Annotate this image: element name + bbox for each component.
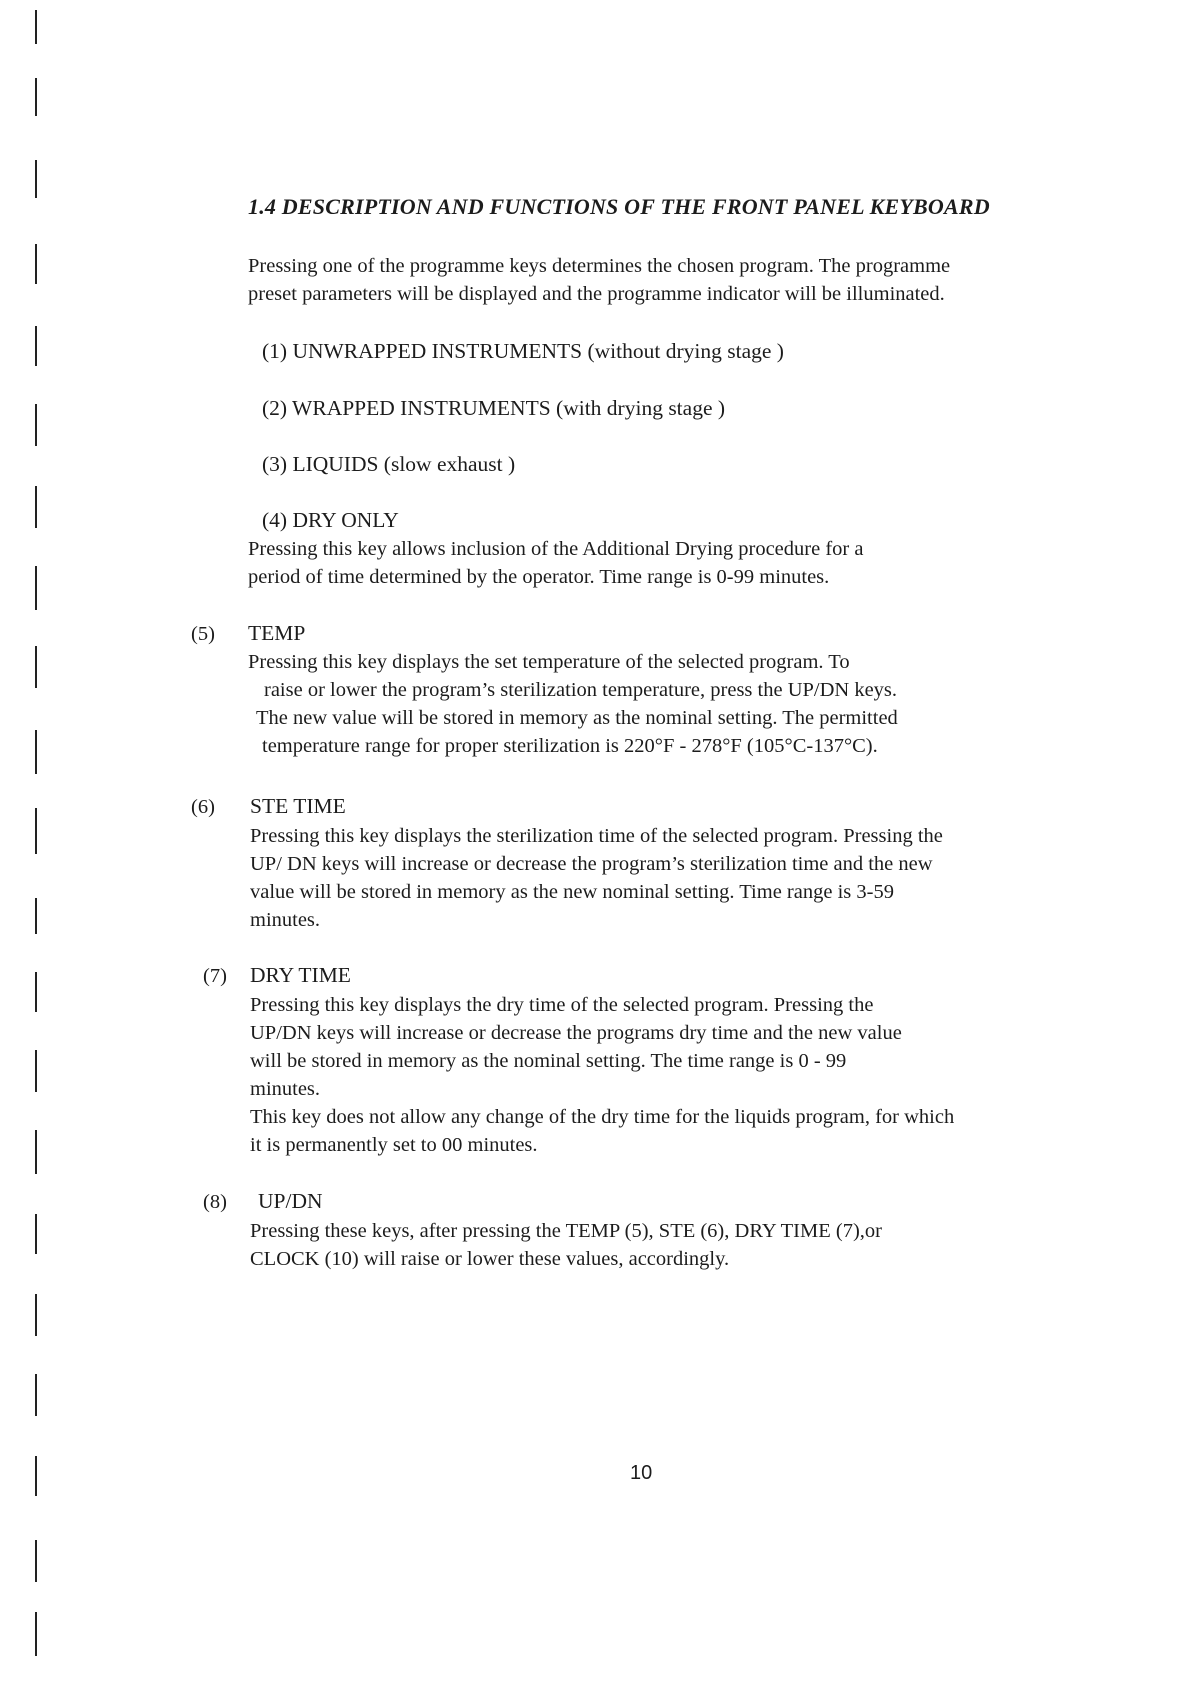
item-title-dry-time: DRY TIME: [250, 963, 351, 987]
temp-desc-line: The new value will be stored in memory as the nominal setting. The permitted: [256, 707, 898, 729]
ste-time-desc-line: Pressing this key displays the sterilization time of the selected program. Pressing the: [250, 825, 943, 847]
dry-time-desc-line: UP/DN keys will increase or decrease the programs dry time and the new value: [250, 1022, 902, 1044]
program-dry-only: (4) DRY ONLY: [262, 508, 399, 532]
dry-time-desc-line: This key does not allow any change of the dry time for the liquids program, for which: [250, 1106, 955, 1128]
program-unwrapped: (1) UNWRAPPED INSTRUMENTS (without drying stage ): [262, 339, 784, 363]
ste-time-desc-line: UP/ DN keys will increase or decrease the program’s sterilization time and the new: [250, 853, 933, 875]
item-number: (5): [191, 623, 215, 645]
temp-desc-line: Pressing this key displays the set temperature of the selected program. To: [248, 651, 850, 673]
page-number: 10: [630, 1462, 653, 1484]
item-title-temp: TEMP: [248, 621, 306, 645]
intro-line: Pressing one of the programme keys determines the chosen program. The programme: [248, 255, 951, 277]
ste-time-desc-line: minutes.: [250, 909, 321, 931]
program-wrapped: (2) WRAPPED INSTRUMENTS (with drying stage ): [262, 396, 726, 420]
program-liquids: (3) LIQUIDS (slow exhaust ): [262, 452, 516, 476]
ste-time-desc-line: value will be stored in memory as the new nominal setting. Time range is 3-59: [250, 881, 894, 903]
temp-desc-line: temperature range for proper sterilization is 220°F - 278°F (105°C-137°C).: [262, 735, 878, 757]
item-title-ste-time: STE TIME: [250, 794, 346, 818]
dry-only-desc-line: Pressing this key allows inclusion of the Additional Drying procedure for a: [248, 538, 864, 560]
dry-time-desc-line: Pressing this key displays the dry time of the selected program. Pressing the: [250, 994, 874, 1016]
item-number: (6): [191, 796, 215, 818]
dry-only-desc-line: period of time determined by the operator. Time range is 0-99 minutes.: [248, 566, 830, 588]
temp-desc-line: raise or lower the program’s sterilization temperature, press the UP/DN keys.: [264, 679, 898, 701]
dry-time-desc-line: will be stored in memory as the nominal setting. The time range is 0 - 99: [250, 1050, 847, 1072]
item-number: (7): [203, 965, 227, 987]
item-title-up-dn: UP/DN: [258, 1189, 323, 1213]
dry-time-desc-line: it is permanently set to 00 minutes.: [250, 1134, 538, 1156]
dry-time-desc-line: minutes.: [250, 1078, 321, 1100]
item-number: (8): [203, 1191, 227, 1213]
section-heading: 1.4 DESCRIPTION AND FUNCTIONS OF THE FRONT PANEL KEYBOARD: [248, 194, 990, 219]
up-dn-desc-line: Pressing these keys, after pressing the TEMP (5), STE (6), DRY TIME (7),or: [250, 1220, 882, 1242]
intro-line: preset parameters will be displayed and the programme indicator will be illuminated.: [248, 283, 945, 305]
up-dn-desc-line: CLOCK (10) will raise or lower these values, accordingly.: [250, 1248, 730, 1270]
